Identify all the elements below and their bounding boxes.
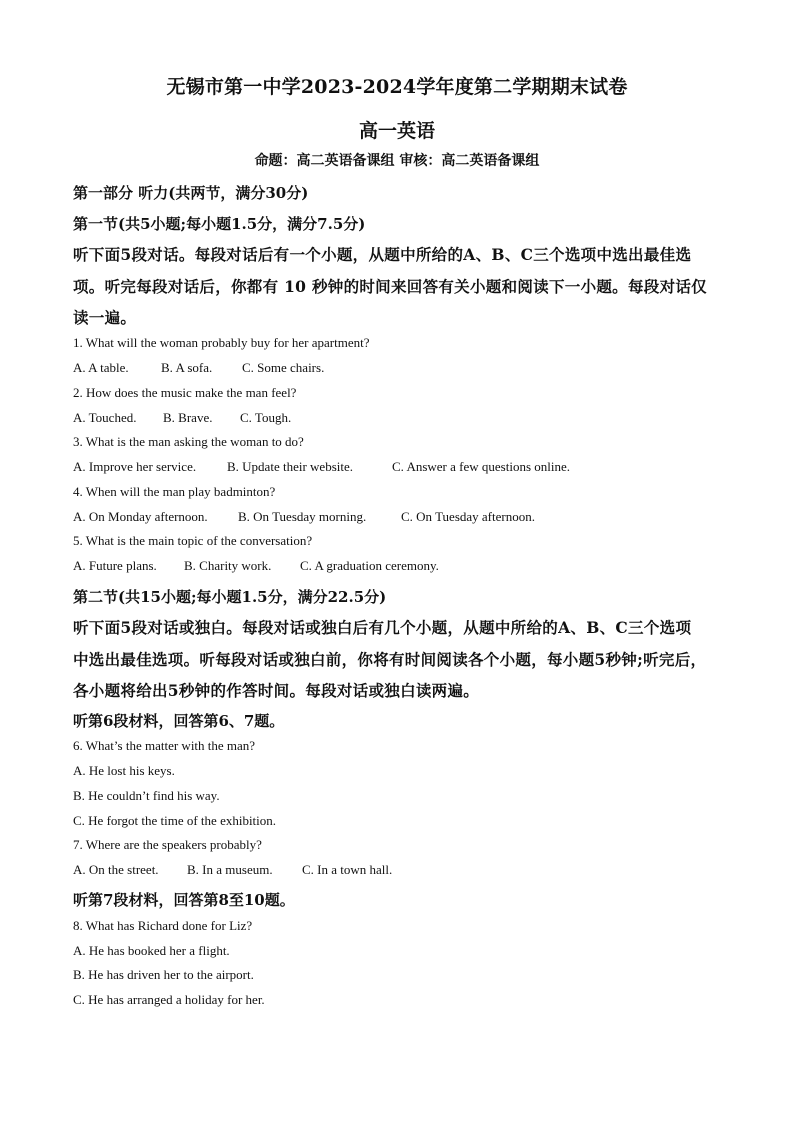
- option-a: A. On Monday afternoon.: [73, 509, 208, 524]
- section1-instruction-line: 听下面5段对话。每段对话后有一个小题，从题中所给的A、B、C三个选项中选出最佳选: [73, 245, 692, 264]
- exam-title: 无锡市第一中学2023-2024学年度第二学期期末试卷: [166, 76, 628, 98]
- question-stem: 3. What is the man asking the woman to do?: [73, 434, 304, 449]
- option-c: C. Some chairs.: [242, 360, 325, 375]
- question-options: [73, 862, 392, 878]
- option-b: B. A sofa.: [161, 360, 213, 375]
- option-b: B. In a museum.: [187, 862, 273, 877]
- question-stem: 4. When will the man play badminton?: [73, 484, 276, 499]
- question-stem: 8. What has Richard done for Liz?: [73, 918, 253, 933]
- option-b: B. He couldn’t find his way.: [73, 788, 220, 803]
- option-c: C. On Tuesday afternoon.: [401, 509, 535, 524]
- question-stem: 5. What is the main topic of the conversation?: [73, 533, 313, 548]
- option-a: A. He has booked her a flight.: [73, 943, 230, 958]
- question-options: [73, 410, 291, 426]
- option-c: C. He has arranged a holiday for her.: [73, 992, 265, 1007]
- exam-authors: 命题：高二英语备课组 审核：高二英语备课组: [254, 153, 540, 169]
- question-stem: 2. How does the music make the man feel?: [73, 385, 297, 400]
- section1-instruction-line: 项。听完每段对话后，你都有 10 秒钟的时间来回答有关小题和阅读下一小题。每段对话仅: [73, 277, 707, 296]
- option-c: C. In a town hall.: [302, 862, 393, 877]
- option-b: B. Charity work.: [184, 558, 272, 573]
- section2-instruction-line: 各小题将给出5秒钟的作答时间。每段对话或独白读两遍。: [73, 681, 480, 700]
- section2-instruction-line: 听下面5段对话或独白。每段对话或独白后有几个小题，从题中所给的A、B、C三个选项: [73, 618, 692, 637]
- question-stem: 7. Where are the speakers probably?: [73, 837, 262, 852]
- question-stem: 1. What will the woman probably buy for her apartment?: [73, 335, 370, 350]
- section1-heading: 第一节(共5小题;每小题1.5分，满分7.5分): [73, 215, 366, 233]
- option-a: A. On the street.: [73, 862, 159, 877]
- section1-instruction-line: 读一遍。: [73, 308, 137, 327]
- question-options: [73, 360, 324, 376]
- option-b: B. He has driven her to the airport.: [73, 967, 254, 982]
- option-a: A. A table.: [73, 360, 129, 375]
- option-b: B. Brave.: [163, 410, 213, 425]
- option-a: A. Improve her service.: [73, 459, 197, 474]
- section2-heading: 第二节(共15小题;每小题1.5分，满分22.5分): [73, 588, 387, 606]
- part1-heading: 第一部分 听力(共两节，满分30分): [73, 184, 309, 202]
- option-a: A. He lost his keys.: [73, 763, 175, 778]
- material-6-heading: 听第6段材料，回答第6、7题。: [73, 712, 285, 730]
- material-7-heading: 听第7段材料，回答第8至10题。: [73, 891, 295, 909]
- option-a: A. Future plans.: [73, 558, 157, 573]
- question-options: [73, 459, 570, 475]
- option-c: C. Answer a few questions online.: [392, 459, 571, 474]
- option-a: A. Touched.: [73, 410, 137, 425]
- option-b: B. Update their website.: [227, 459, 353, 474]
- question-stem: 6. What’s the matter with the man?: [73, 738, 256, 753]
- option-c: C. He forgot the time of the exhibition.: [73, 813, 277, 828]
- option-b: B. On Tuesday morning.: [238, 509, 367, 524]
- exam-subject: 高一英语: [358, 120, 435, 142]
- option-c: C. Tough.: [240, 410, 292, 425]
- section2-instruction-line: 中选出最佳选项。听每段对话或独白前，你将有时间阅读各个小题，每小题5秒钟;听完后，: [73, 650, 707, 669]
- question-options: [73, 558, 439, 574]
- question-options: [73, 509, 535, 525]
- option-c: C. A graduation ceremony.: [300, 558, 439, 573]
